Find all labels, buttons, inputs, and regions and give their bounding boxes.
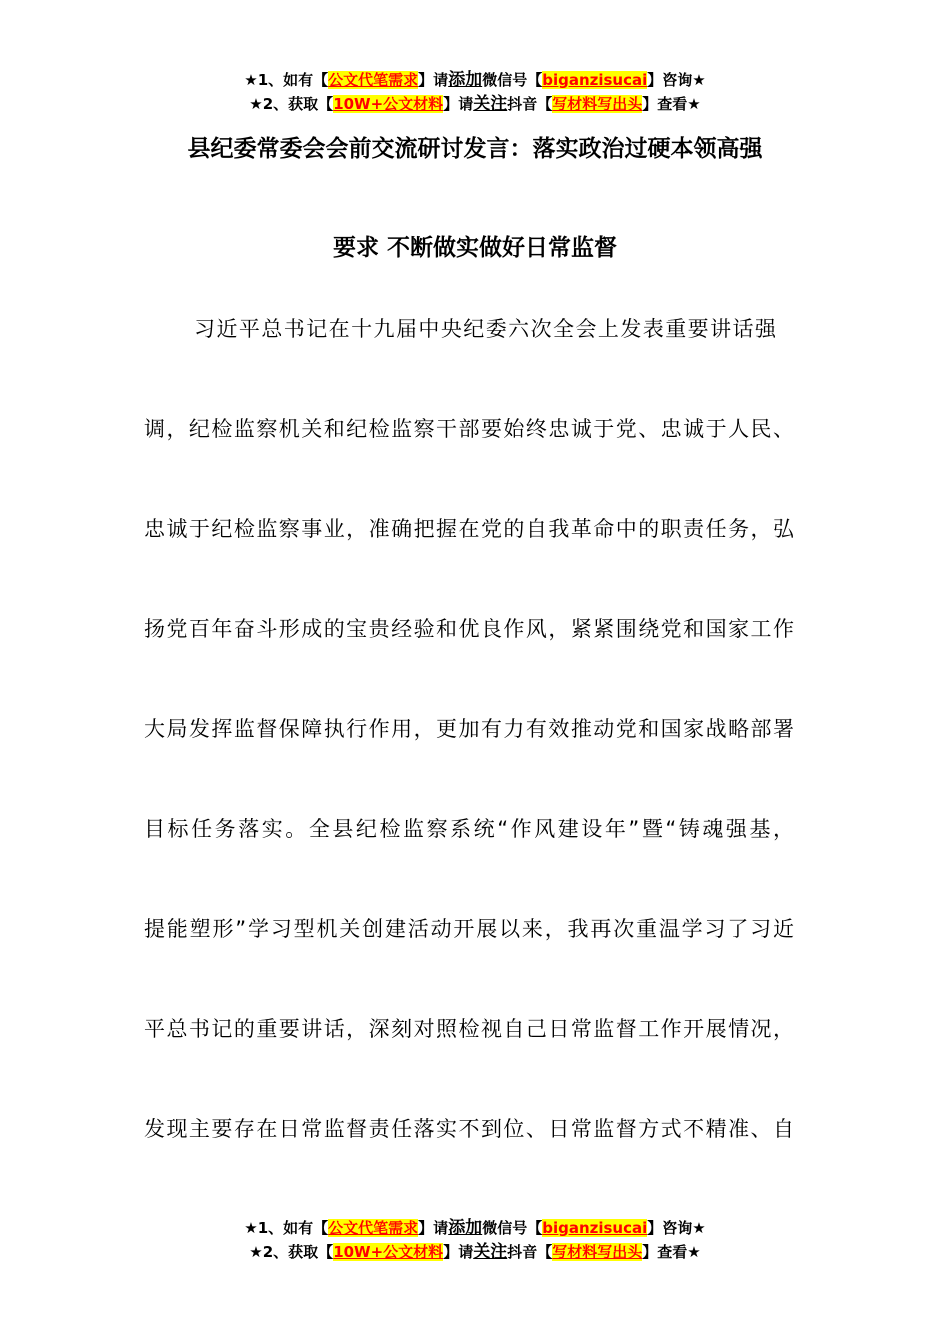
banner-highlight: 10W+公文材料 [333,1243,444,1261]
paragraph-line: 大局发挥监督保障执行作用，更加有力有效推动党和国家战略部署 [144,717,794,741]
banner-text: ★1、如有【 [244,71,329,89]
banner-douyin-id: 写材料写出头 [552,1243,643,1261]
banner-line-2 [0,92,950,116]
banner-text: ★2、获取【 [249,1243,334,1261]
banner-text: 抖音【 [507,1243,553,1261]
banner-text: 】咨询★ [647,1219,706,1237]
document-title-line-1: 县纪委常委会会前交流研讨发言：落实政治过硬本领高强 [187,136,763,162]
banner-line-2 [0,1240,950,1264]
banner-text: 抖音【 [507,95,553,113]
banner-text: 】咨询★ [647,71,706,89]
paragraph-line: 习近平总书记在十九届中央纪委六次全会上发表重要讲话强 [194,317,776,341]
banner-douyin-id: 写材料写出头 [552,95,643,113]
header-banner [0,68,950,116]
banner-emphasis: 关注 [473,94,508,114]
banner-wechat-id: biganzisucai [542,71,648,89]
banner-emphasis: 关注 [473,1242,508,1262]
paragraph-line: 提能塑形”学习型机关创建活动开展以来，我再次重温学习了习近 [144,917,794,941]
banner-text: 】请 [418,1219,449,1237]
banner-text: 】查看★ [642,1243,701,1261]
banner-text: 】请 [418,71,449,89]
paragraph-line: 调，纪检监察机关和纪检监察干部要始终忠诚于党、忠诚于人民、 [144,417,794,441]
banner-emphasis: 添加 [448,70,483,90]
document-title-line-2: 要求 不断做实做好日常监督 [332,235,617,261]
banner-highlight: 公文代笔需求 [328,1219,419,1237]
banner-text: ★1、如有【 [244,1219,329,1237]
banner-line-1 [0,1216,950,1240]
banner-text: 】请 [443,95,474,113]
banner-text: 微信号【 [482,1219,543,1237]
banner-wechat-id: biganzisucai [542,1219,648,1237]
banner-highlight: 公文代笔需求 [328,71,419,89]
paragraph-line: 发现主要存在日常监督责任落实不到位、日常监督方式不精准、自 [144,1117,794,1141]
paragraph-line: 目标任务落实。全县纪检监察系统“作风建设年”暨“铸魂强基， [144,817,794,841]
footer-banner [0,1216,950,1264]
banner-text: 】查看★ [642,95,701,113]
banner-text: 微信号【 [482,71,543,89]
paragraph-line: 平总书记的重要讲话，深刻对照检视自己日常监督工作开展情况， [144,1017,794,1041]
banner-emphasis: 添加 [448,1218,483,1238]
paragraph-line: 扬党百年奋斗形成的宝贵经验和优良作风，紧紧围绕党和国家工作 [144,617,794,641]
banner-line-1 [0,68,950,92]
banner-highlight: 10W+公文材料 [333,95,444,113]
banner-text: 】请 [443,1243,474,1261]
banner-text: ★2、获取【 [249,95,334,113]
paragraph-line: 忠诚于纪检监察事业，准确把握在党的自我革命中的职责任务，弘 [144,517,794,541]
